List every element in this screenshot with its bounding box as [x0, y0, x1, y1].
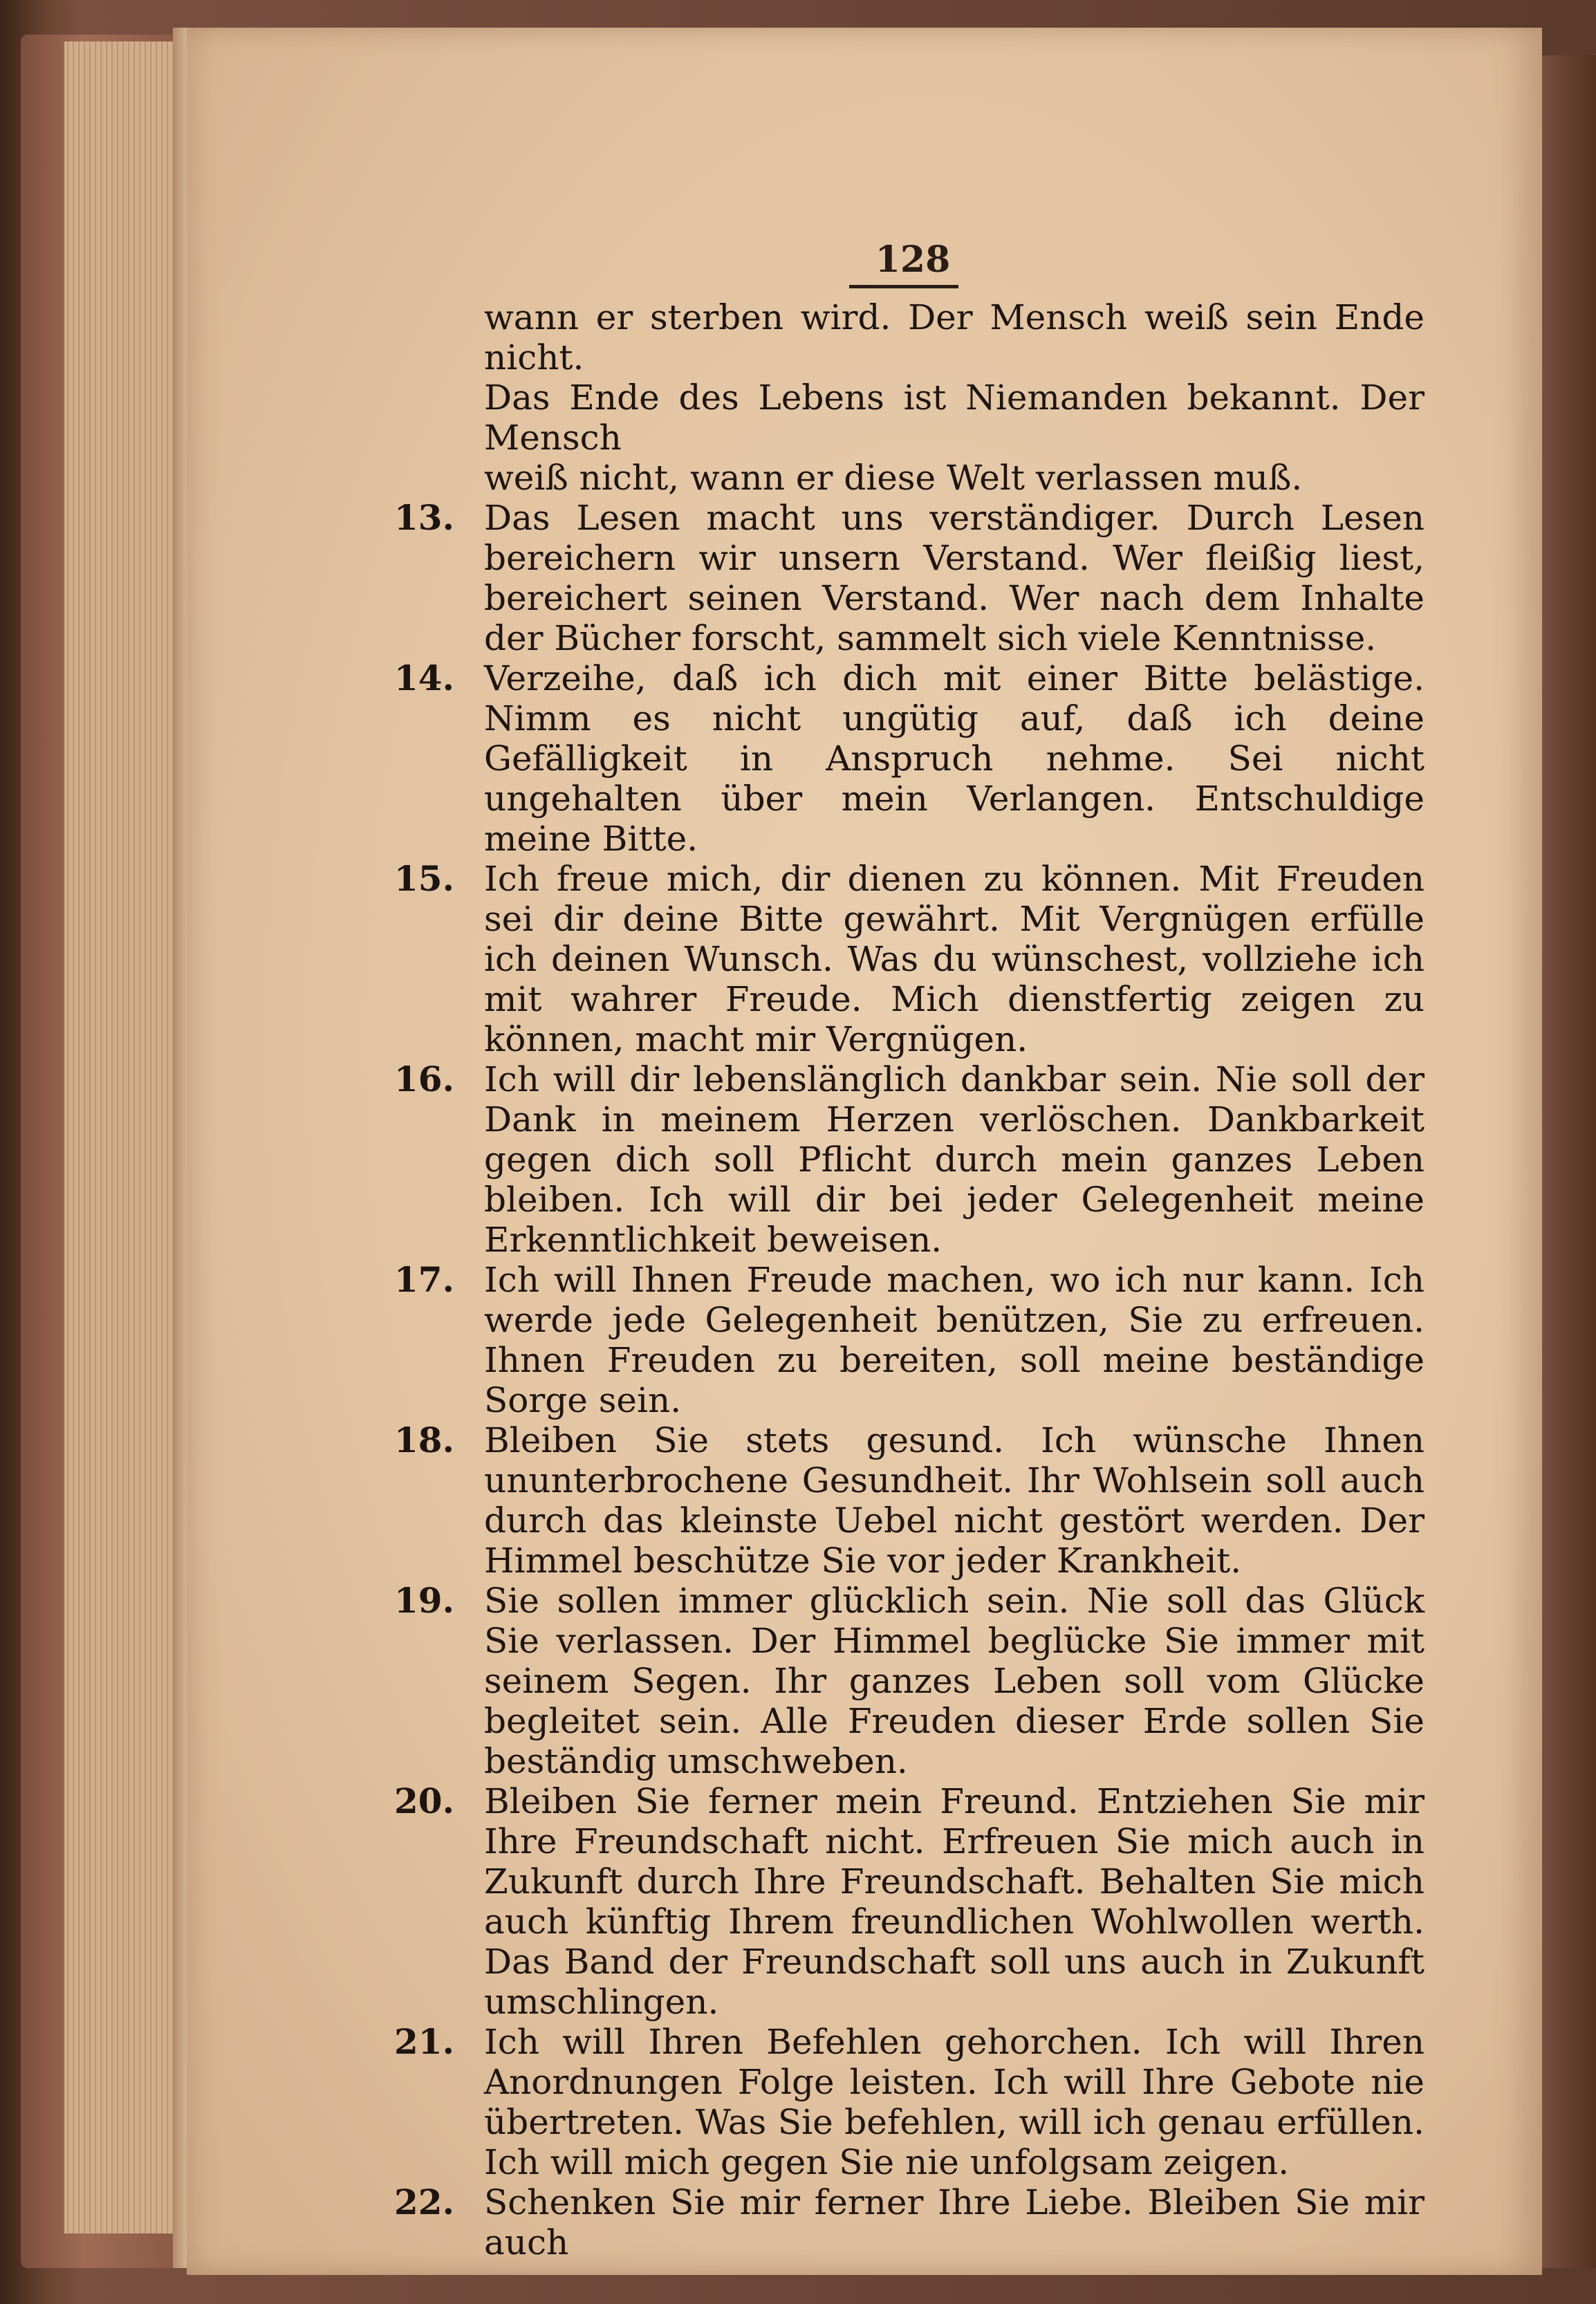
intro-paragraph: [394, 297, 1425, 498]
item-text: Bleiben Sie ferner mein Freund. Entziehen Sie mir Ihre Freundschaft nicht. Erfreuen Sie mich auch in Zukunft durch Ihre Freundschaft. Behalten Sie mich auch künftig Ihrem freundlichen Wohlwollen werth. Das Band der Freundschaft soll uns auch in Zukunft umschlingen.: [484, 1781, 1425, 2022]
numbered-item: [394, 1420, 1425, 1581]
page-text: [394, 297, 1425, 2263]
item-number: 21.: [394, 2021, 454, 2062]
item-text: Ich will Ihren Befehlen gehorchen. Ich will Ihren Anordnungen Folge leisten. Ich will Ihre Gebote nie übertreten. Was Sie befehlen, will ich genau erfüllen. Ich will mich gegen Sie nie unfolgsam zeigen.: [484, 2022, 1425, 2182]
numbered-item: [394, 859, 1425, 1059]
item-number: 19.: [394, 1580, 454, 1621]
numbered-item: [394, 2182, 1425, 2263]
numbered-item: [394, 1581, 1425, 1781]
numbered-item: [394, 1059, 1425, 1260]
numbered-item: [394, 1260, 1425, 1420]
item-text: Verzeihe, daß ich dich mit einer Bitte belästige. Nimm es nicht ungütig auf, daß ich deine Gefälligkeit in Anspruch nehme. Sei nicht ungehalten über mein Verlangen. Entschuldige meine Bitte.: [484, 658, 1425, 859]
intro-line: weiß nicht, wann er diese Welt verlassen muß.: [484, 458, 1303, 498]
item-number: 14.: [394, 658, 454, 698]
intro-line: wann er sterben wird. Der Mensch weiß sein Ende nicht.: [484, 297, 1425, 378]
item-number: 20.: [394, 1781, 454, 1821]
book-cover-right: [1534, 55, 1596, 2268]
item-text: Schenken Sie mir ferner Ihre Liebe. Bleiben Sie mir auch: [484, 2182, 1425, 2263]
item-number: 22.: [394, 2182, 454, 2222]
page-number: 128: [875, 239, 951, 281]
numbered-item: [394, 658, 1425, 859]
item-text: Ich will dir lebenslänglich dankbar sein. Nie soll der Dank in meinem Herzen verlöschen. Dankbarkeit gegen dich soll Pflicht durch mein ganzes Leben bleiben. Ich will dir bei jeder Gelegenheit meine Erkenntlichkeit beweisen.: [484, 1059, 1425, 1260]
item-number: 18.: [394, 1420, 454, 1460]
item-number: 13.: [394, 497, 454, 538]
item-number: 15.: [394, 858, 454, 899]
item-number: 17.: [394, 1259, 454, 1300]
numbered-item: [394, 1781, 1425, 2022]
item-text: Das Lesen macht uns verständiger. Durch Lesen bereichern wir unsern Verstand. Wer fleißig liest, bereichert seinen Verstand. Wer nach dem Inhalte der Bücher forscht, sammelt sich viele Kenntnisse.: [484, 498, 1425, 658]
numbered-item: [394, 498, 1425, 658]
numbered-item: [394, 2022, 1425, 2182]
item-text: Ich will Ihnen Freude machen, wo ich nur kann. Ich werde jede Gelegenheit benützen, Sie zu erfreuen. Ihnen Freuden zu bereiten, soll meine beständige Sorge sein.: [484, 1260, 1425, 1420]
item-text: Bleiben Sie stets gesund. Ich wünsche Ihnen ununterbrochene Gesundheit. Ihr Wohlsein soll auch durch das kleinste Uebel nicht gestört werden. Der Himmel beschütze Sie vor jeder Krankheit.: [484, 1420, 1425, 1581]
item-text: Sie sollen immer glücklich sein. Nie soll das Glück Sie verlassen. Der Himmel beglücke Sie immer mit seinem Segen. Ihr ganzes Leben soll vom Glücke begleitet sein. Alle Freuden dieser Erde sollen Sie beständig umschweben.: [484, 1581, 1425, 1781]
page-number-rule: [849, 285, 958, 288]
item-number: 16.: [394, 1059, 454, 1099]
intro-line: Das Ende des Lebens ist Niemanden bekannt. Der Mensch: [484, 378, 1425, 458]
item-text: Ich freue mich, dir dienen zu können. Mit Freuden sei dir deine Bitte gewährt. Mit Vergnügen erfülle ich deinen Wunsch. Was du wünschest, vollziehe ich mit wahrer Freude. Mich dienstfertig zeigen zu können, macht mir Vergnügen.: [484, 859, 1425, 1059]
